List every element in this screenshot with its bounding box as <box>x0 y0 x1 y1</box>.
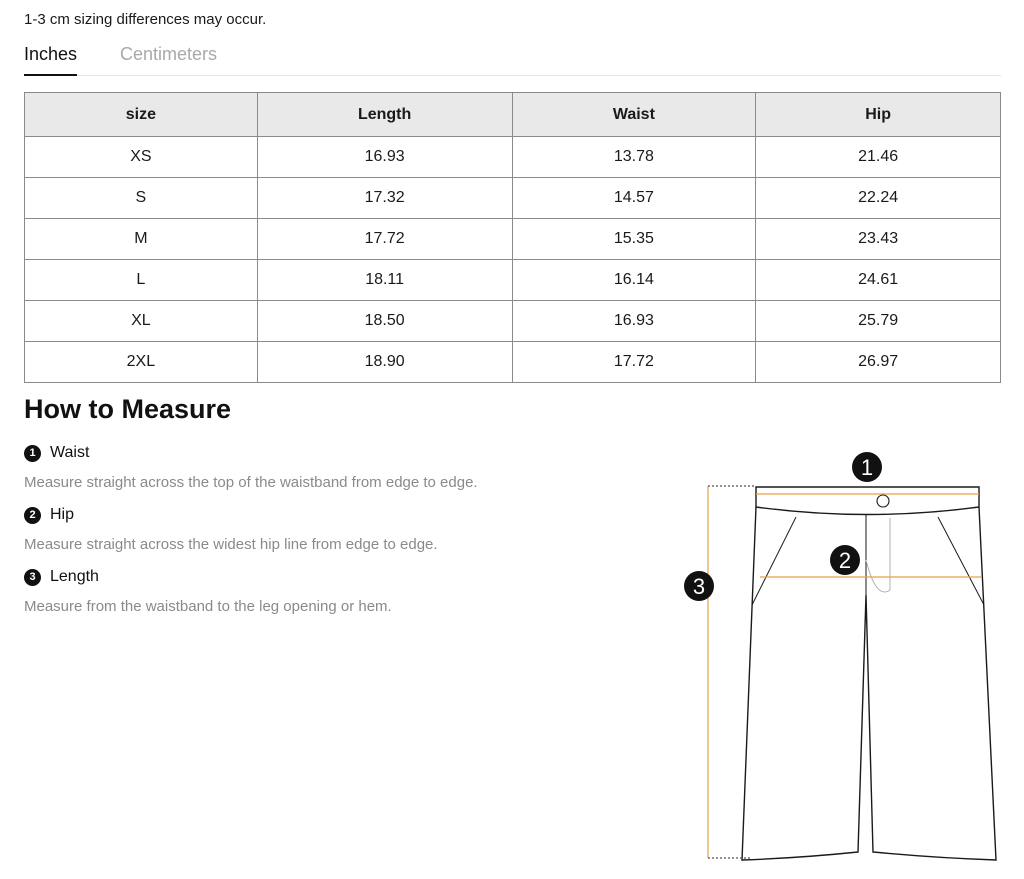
measure-step-waist <box>24 443 478 491</box>
table-row <box>25 301 1001 342</box>
header-length: Length <box>257 93 512 137</box>
cell-hip: 21.46 <box>756 137 1001 178</box>
marker-1-label: 1 <box>860 455 874 480</box>
cell-waist: 17.72 <box>512 342 756 383</box>
step-label: Length <box>50 568 99 585</box>
table-header-row <box>25 93 1001 137</box>
cell-waist: 14.57 <box>512 178 756 219</box>
cell-hip: 22.24 <box>756 178 1001 219</box>
cell-length: 17.32 <box>257 178 512 219</box>
cell-length: 17.72 <box>257 219 512 260</box>
cell-hip: 26.97 <box>756 342 1001 383</box>
step-description: Measure from the waistband to the leg opening or hem. <box>24 598 392 615</box>
cell-waist: 16.14 <box>512 260 756 301</box>
number-3-icon: 3 <box>24 569 41 586</box>
header-hip: Hip <box>756 93 1001 137</box>
table-row <box>25 178 1001 219</box>
measure-step-hip <box>24 505 438 553</box>
table-row <box>25 137 1001 178</box>
cell-hip: 24.61 <box>756 260 1001 301</box>
tab-inches[interactable]: Inches <box>24 44 77 76</box>
cell-size: 2XL <box>25 342 258 383</box>
sizing-note: 1-3 cm sizing differences may occur. <box>24 11 267 28</box>
marker-1-icon <box>852 452 882 482</box>
step-label: Waist <box>50 444 90 461</box>
step-description: Measure straight across the top of the waistband from edge to edge. <box>24 474 478 491</box>
cell-hip: 23.43 <box>756 219 1001 260</box>
shorts-measure-diagram <box>680 440 1020 870</box>
cell-length: 16.93 <box>257 137 512 178</box>
number-1-icon: 1 <box>24 445 41 462</box>
cell-length: 18.90 <box>257 342 512 383</box>
how-to-measure-title: How to Measure <box>24 394 232 424</box>
size-chart-table <box>24 92 1001 383</box>
cell-waist: 13.78 <box>512 137 756 178</box>
marker-3-label: 3 <box>692 574 706 599</box>
header-waist: Waist <box>512 93 756 137</box>
step-label: Hip <box>50 506 75 523</box>
shorts-outline-icon <box>742 487 996 860</box>
table-row <box>25 342 1001 383</box>
cell-size: L <box>25 260 258 301</box>
number-2-icon: 2 <box>24 507 41 524</box>
marker-3-icon <box>684 571 714 601</box>
table-row <box>25 219 1001 260</box>
unit-tabs <box>24 44 1001 76</box>
cell-size: S <box>25 178 258 219</box>
cell-waist: 15.35 <box>512 219 756 260</box>
step-description: Measure straight across the widest hip line from edge to edge. <box>24 536 438 553</box>
cell-size: XS <box>25 137 258 178</box>
marker-2-label: 2 <box>838 548 852 573</box>
cell-length: 18.50 <box>257 301 512 342</box>
marker-2-icon <box>830 545 860 575</box>
measure-step-length <box>24 567 392 615</box>
tab-centimeters[interactable]: Centimeters <box>120 44 218 64</box>
table-row <box>25 260 1001 301</box>
cell-waist: 16.93 <box>512 301 756 342</box>
header-size: size <box>25 93 258 137</box>
cell-size: M <box>25 219 258 260</box>
cell-length: 18.11 <box>257 260 512 301</box>
cell-hip: 25.79 <box>756 301 1001 342</box>
cell-size: XL <box>25 301 258 342</box>
